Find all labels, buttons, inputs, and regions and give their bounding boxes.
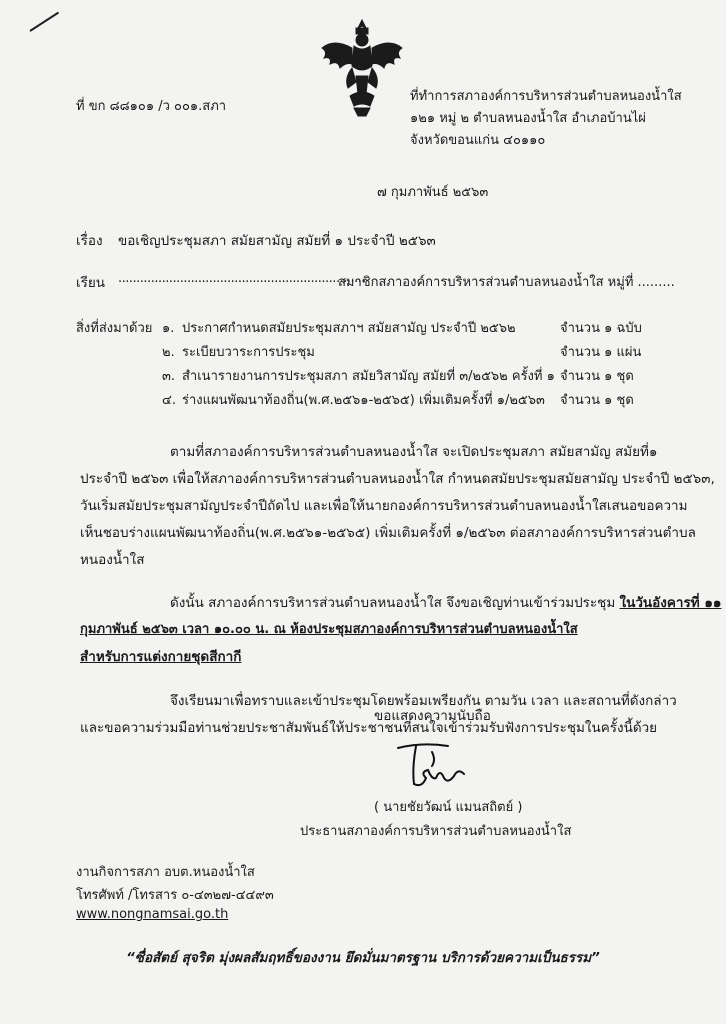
enclosure-item-number: ๒. — [162, 345, 175, 360]
meeting-time-place: กุมภาพันธ์ ๒๕๖๓ เวลา ๑๐.๐๐ น. ณ ห้องประชุมสภาองค์การบริหารส่วนตำบลหนองน้ำใส — [80, 622, 578, 637]
enclosure-item-text: ประกาศกำหนดสมัยประชุมสภาฯ สมัยสามัญ ประจำปี ๒๕๖๒ — [182, 321, 516, 336]
salutation-label: เรียน — [76, 275, 106, 291]
closing-phrase: ขอแสดงความนับถือ — [374, 708, 491, 724]
enclosure-item-number: ๓. — [162, 369, 176, 384]
handwritten-signature — [392, 738, 472, 794]
organization-motto: “ซื่อสัตย์ สุจริต มุ่งผลสัมฤทธิ์ของงาน ยึดมั่นมาตรฐาน บริการด้วยความเป็นธรรม” — [126, 950, 600, 966]
enclosure-item-quantity: จำนวน ๑ แผ่น — [560, 345, 642, 360]
enclosures-label: สิ่งที่ส่งมาด้วย — [76, 321, 153, 336]
office-address-line-1: ที่ทำการสภาองค์การบริหารส่วนตำบลหนองน้ำใส — [410, 89, 682, 104]
paragraph-2-invite-text: ดังนั้น สภาองค์การบริหารส่วนตำบลหนองน้ำใส จึงขอเชิญท่านเข้าร่วมประชุม — [170, 595, 616, 611]
enclosure-item-quantity: จำนวน ๑ ฉบับ — [560, 321, 642, 336]
subject-label: เรื่อง — [76, 233, 103, 249]
pen-mark — [29, 12, 59, 32]
salutation-dots: .................................................................... — [118, 271, 365, 286]
enclosure-item-text: ร่างแผนพัฒนาท้องถิ่น(พ.ศ.๒๕๖๑-๒๕๖๕) เพิ่มเติมครั้งที่ ๑/๒๕๖๓ — [182, 393, 545, 408]
subject-text: ขอเชิญประชุมสภา สมัยสามัญ สมัยที่ ๑ ประจำปี ๒๕๖๓ — [118, 233, 436, 249]
department-contact: งานกิจการสภา อบต.หนองน้ำใส — [76, 865, 255, 880]
website-link[interactable]: www.nongnamsai.go.th — [76, 907, 229, 922]
paragraph-2-line-1 — [170, 591, 726, 613]
enclosure-item-quantity: จำนวน ๑ ชุด — [560, 393, 634, 408]
enclosure-item-text: สำเนารายงานการประชุมสภา สมัยวิสามัญ สมัยที่ ๓/๒๕๖๒ ครั้งที่ ๑ — [182, 369, 555, 384]
paragraph-3-line: จึงเรียนมาเพื่อทราบและเข้าประชุมโดยพร้อมเพรียงกัน ตามวัน เวลา และสถานที่ดังกล่าว — [170, 693, 677, 709]
paragraph-1-line: วันเริ่มสมัยประชุมสามัญประจำปีถัดไป และเพื่อให้นายกองค์การบริหารส่วนตำบลหนองน้ำใสเสนอขอความ — [80, 498, 688, 514]
office-address-line-2: ๑๒๑ หมู่ ๒ ตำบลหนองน้ำใส อำเภอบ้านไผ่ — [410, 111, 646, 126]
enclosure-item-quantity: จำนวน ๑ ชุด — [560, 369, 634, 384]
office-address-line-3: จังหวัดขอนแก่น ๔๐๑๑๐ — [410, 133, 546, 148]
salutation-text: สมาชิกสภาองค์การบริหารส่วนตำบลหนองน้ำใส หมู่ที่ ......... — [338, 275, 675, 290]
letter-date: ๗ กุมภาพันธ์ ๒๕๖๓ — [377, 185, 489, 200]
reference-number: ที่ ขก ๘๘๑๐๑ /ว ๐๐๑.สภา — [76, 99, 227, 114]
enclosure-item-number: ๑. — [162, 321, 175, 336]
paragraph-1-line: เห็นชอบร่างแผนพัฒนาท้องถิ่น(พ.ศ.๒๕๖๑-๒๕๖๕) เพิ่มเติมครั้งที่ ๑/๒๕๖๓ ต่อสภาองค์การบริหารส่วนตำบล — [80, 525, 696, 541]
signer-position: ประธานสภาองค์การบริหารส่วนตำบลหนองน้ำใส — [300, 824, 572, 839]
paragraph-3-line: และขอความร่วมมือท่านช่วยประชาสัมพันธ์ให้ประชาชนที่สนใจเข้าร่วมรับฟังการประชุมในครั้งนี้ด้วย — [80, 720, 658, 736]
garuda-emblem-icon — [318, 18, 406, 118]
paragraph-1-line: ประจำปี ๒๕๖๓ เพื่อให้สภาองค์การบริหารส่วนตำบลหนองน้ำใส กำหนดสมัยประชุมสมัยสามัญ ประจำปี ๒๕๖๓, — [80, 471, 715, 487]
paragraph-1-line: หนองน้ำใส — [80, 552, 145, 568]
phone-fax: โทรศัพท์ /โทรสาร ๐-๔๓๒๗-๔๔๙๓ — [76, 888, 274, 903]
meeting-date-highlight: ในวันอังคารที่ ๑๑ — [619, 595, 722, 611]
signer-name: ( นายชัยวัฒน์ แมนสถิตย์ ) — [374, 800, 523, 815]
paragraph-1-line: ตามที่สภาองค์การบริหารส่วนตำบลหนองน้ำใส จะเปิดประชุมสภา สมัยสามัญ สมัยที่๑ — [170, 444, 658, 460]
dress-code: สำหรับการแต่งกายชุดสีกากี — [80, 649, 242, 665]
enclosure-item-text: ระเบียบวาระการประชุม — [182, 345, 315, 360]
enclosure-item-number: ๔. — [162, 393, 176, 408]
